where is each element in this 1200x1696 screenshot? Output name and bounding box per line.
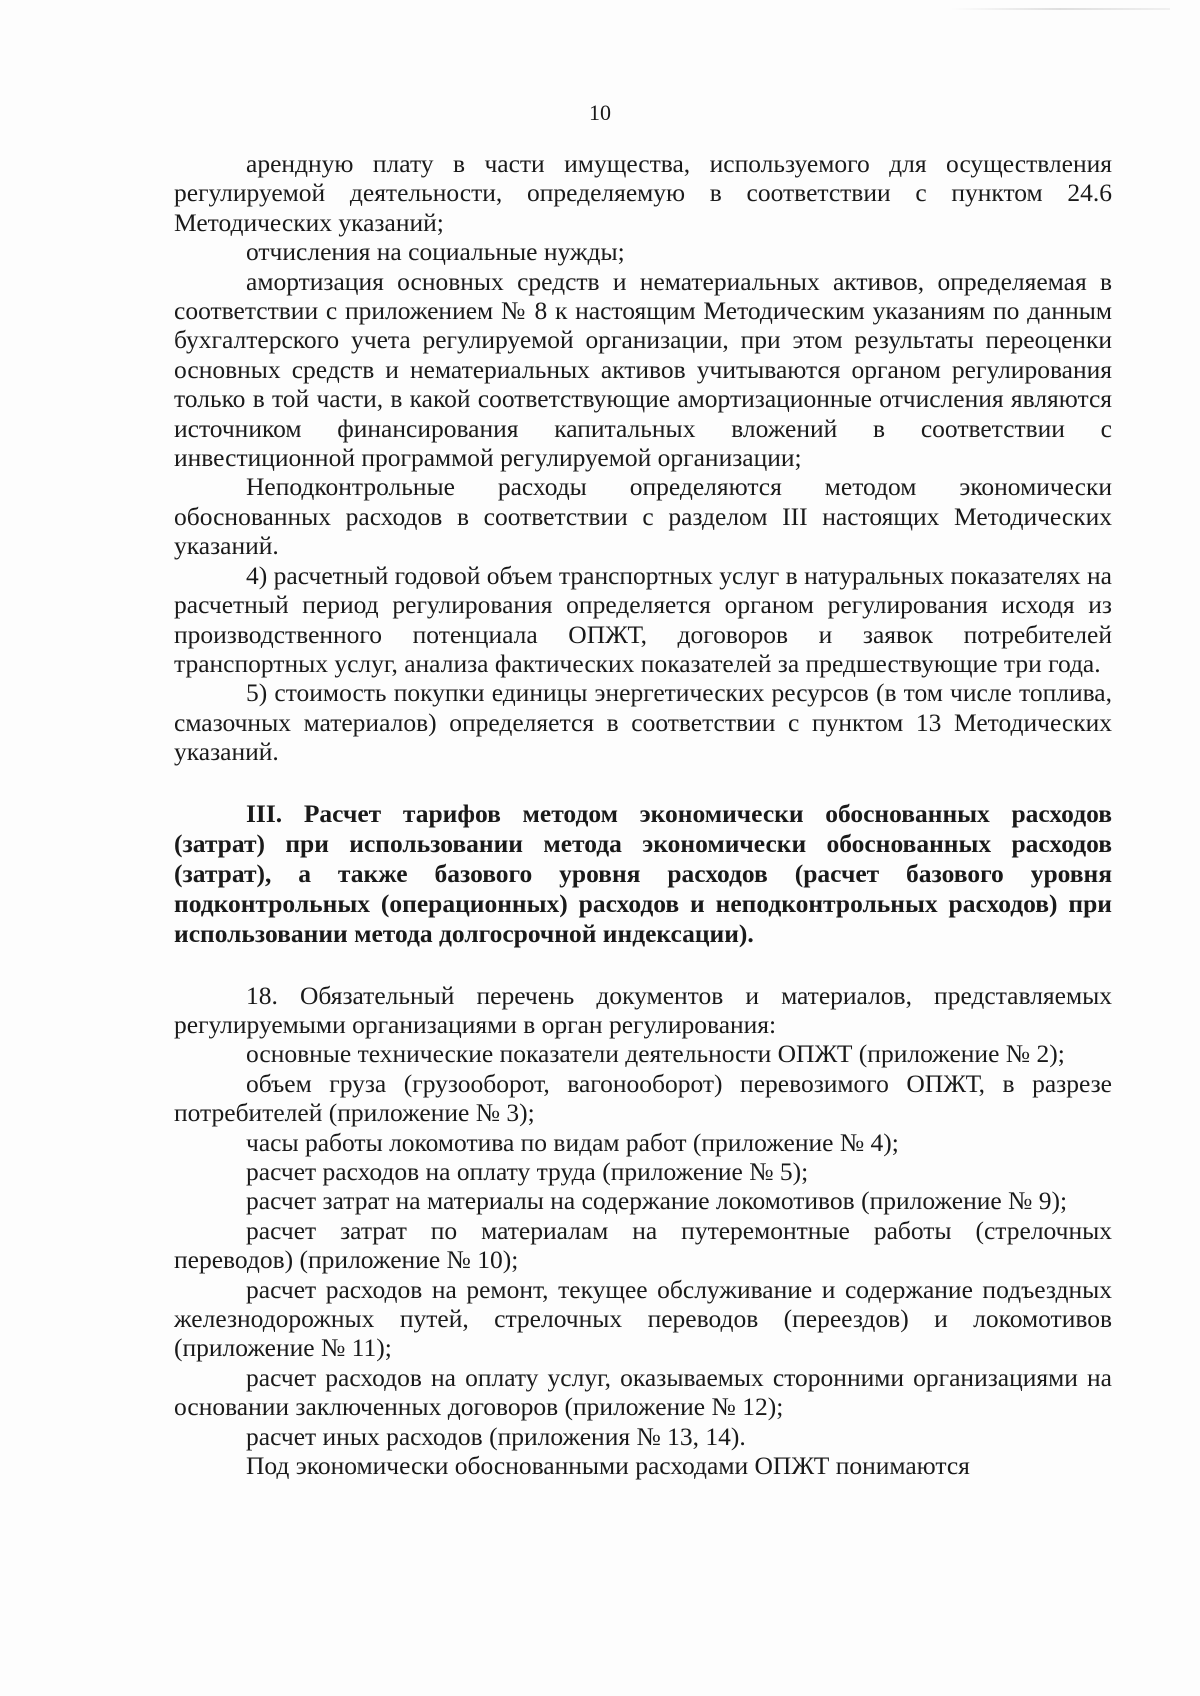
document-body <box>174 149 1112 1480</box>
list-item: расчет иных расходов (приложения № 13, 14). <box>246 1421 746 1451</box>
list-item: основные технические показатели деятельности ОПЖТ (приложение № 2); <box>246 1039 1065 1069</box>
paragraph: Под экономически обоснованными расходами ОПЖТ понимаются <box>246 1451 970 1481</box>
list-item: расчет расходов на оплату услуг, оказываемых сторонними организациями на основании заключенных договоров (приложение № 12); <box>174 1362 1112 1422</box>
scan-artifact <box>950 8 1170 10</box>
paragraph: отчисления на социальные нужды; <box>246 237 625 267</box>
list-item: расчет затрат по материалам на путеремонтные работы (стрелочных переводов) (приложение № 10); <box>174 1215 1112 1275</box>
paragraph: 4) расчетный годовой объем транспортных услуг в натуральных показателях на расчетный период регулирования определяется органом регулирования исходя из производственного потенциала ОПЖТ, договоров и заявок потребителей транспортных услуг, анализа фактических показателей за предшествующие три года. <box>174 560 1112 678</box>
page-number: 10 <box>589 100 611 125</box>
paragraph: арендную плату в части имущества, используемого для осуществления регулируемой деятельности, определяемую в соответствии с пунктом 24.6 Методических указаний; <box>174 149 1112 237</box>
list-item: расчет расходов на ремонт, текущее обслуживание и содержание подъездных железнодорожных путей, стрелочных переводов (переездов) и локомотивов (приложение № 11); <box>174 1274 1112 1363</box>
paragraph: 18. Обязательный перечень документов и материалов, представляемых регулируемыми организациями в орган регулирования: <box>174 980 1112 1039</box>
list-item: расчет затрат на материалы на содержание локомотивов (приложение № 9); <box>246 1186 1068 1216</box>
paragraph: 5) стоимость покупки единицы энергетических ресурсов (в том числе топлива, смазочных материалов) определяется в соответствии с пунктом 13 Методических указаний. <box>174 678 1112 767</box>
paragraph: Неподконтрольные расходы определяются методом экономически обоснованных расходов в соответствии с разделом III настоящих Методических указаний. <box>174 472 1112 561</box>
list-item: объем груза (грузооборот, вагонооборот) перевозимого ОПЖТ, в разрезе потребителей (приложение № 3); <box>174 1068 1112 1128</box>
paragraph: амортизация основных средств и нематериальных активов, определяемая в соответствии с приложением № 8 к настоящим Методическим указаниям по данным бухгалтерского учета регулируемой организации, при этом результаты переоценки основных средств и нематериальных активов учитываются органом регулирования только в той части, в какой соответствующие амортизационные отчисления являются источником финансирования капитальных вложений в соответствии с инвестиционной программой регулируемой организации; <box>174 266 1112 473</box>
list-item: расчет расходов на оплату труда (приложение № 5); <box>246 1156 809 1186</box>
section-heading: III. Расчет тарифов методом экономически обоснованных расходов (затрат) при использовании метода экономически обоснованных расходов (затрат), а также базового уровня расходов (расчет базового уровня подконтрольных (операционных) расходов и неподконтрольных расходов) при использовании метода долгосрочной индексации). <box>174 798 1112 948</box>
list-item: часы работы локомотива по видам работ (приложение № 4); <box>246 1127 899 1157</box>
